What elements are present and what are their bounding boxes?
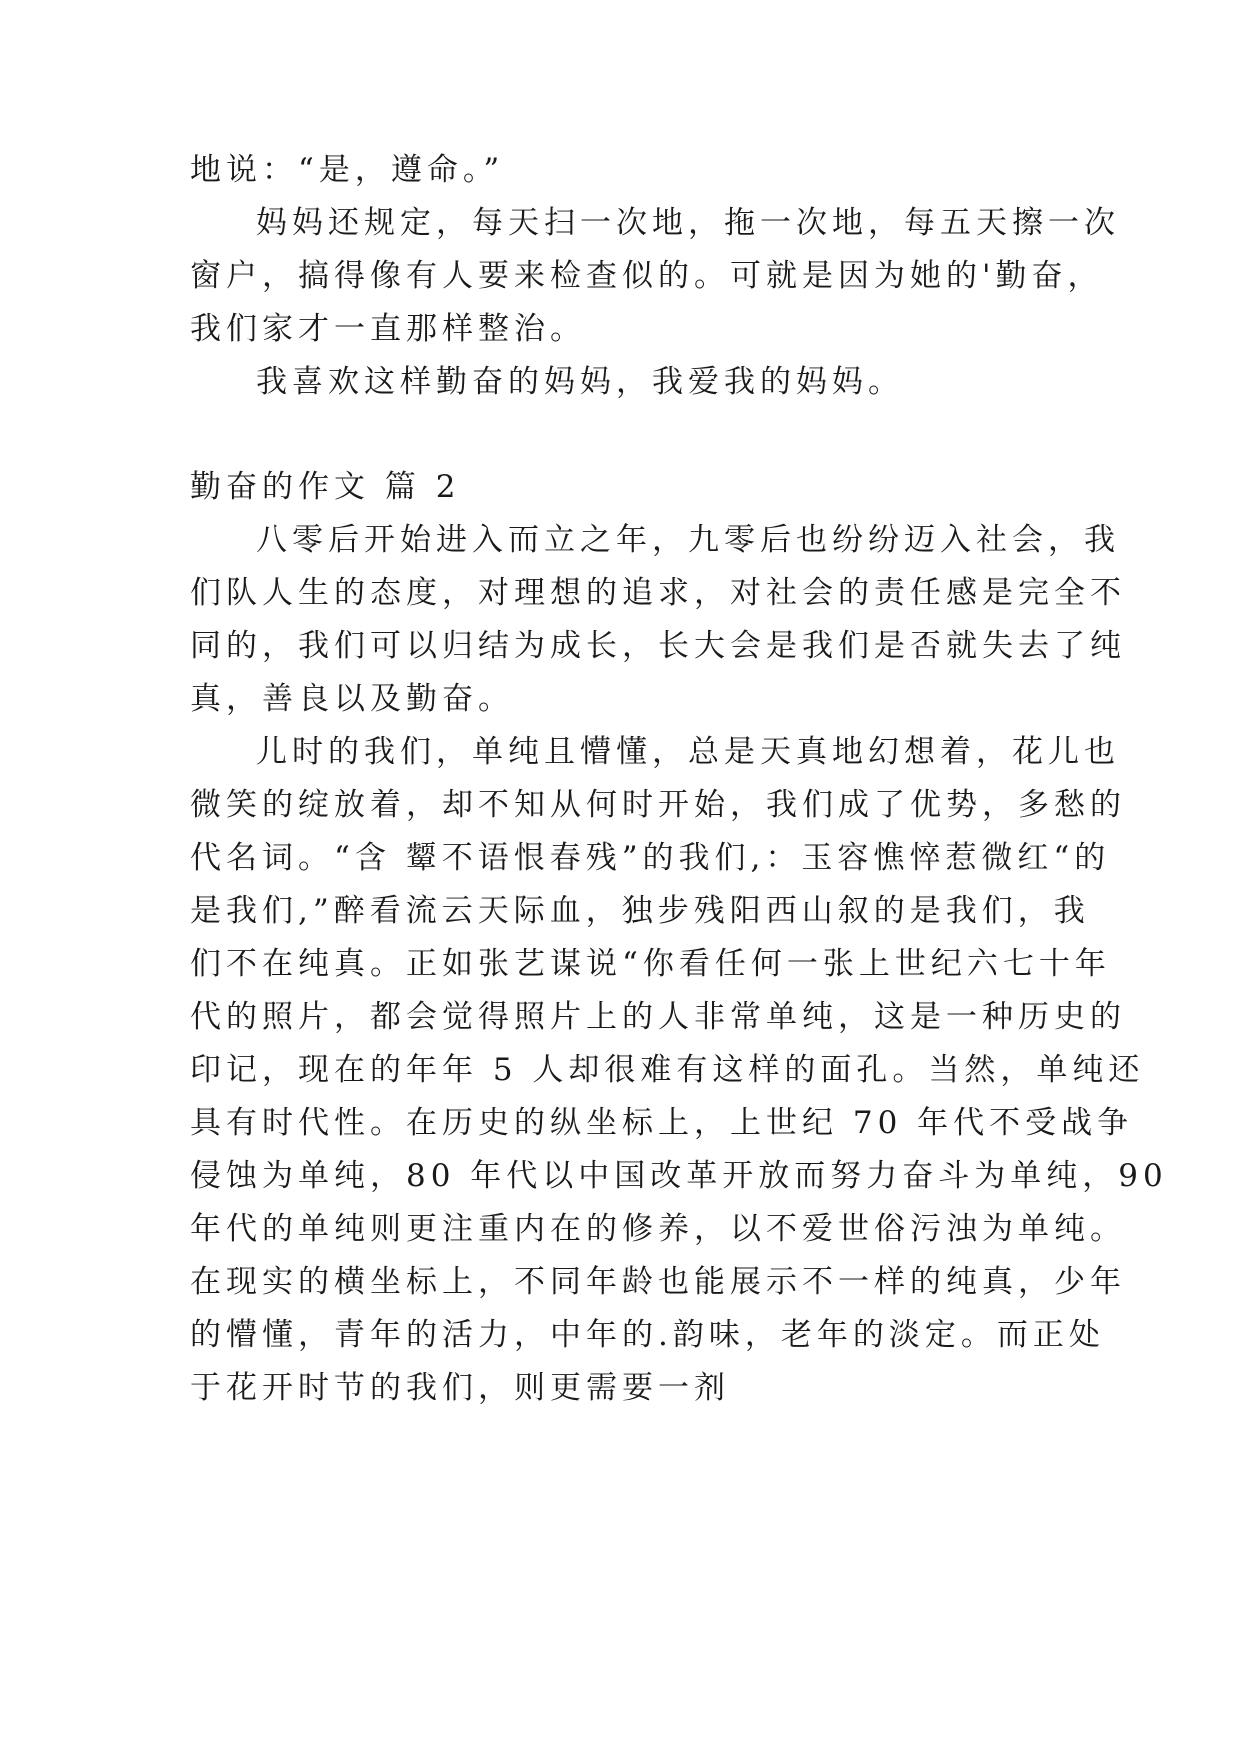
text-line: 于花开时节的我们，则更需要一剂 (190, 1370, 730, 1406)
text-line: 同的，我们可以归结为成长，长大会是我们是否就失去了纯 (190, 628, 1126, 664)
text-line: 代的照片，都会觉得照片上的人非常单纯，这是一种历史的 (190, 999, 1126, 1035)
text-line: 印记，现在的年年 5 人却很难有这样的面孔。当然，单纯还 (190, 1052, 1145, 1088)
text-line: 真，善良以及勤奋。 (190, 681, 514, 717)
text-line: 的懵懂，青年的活力，中年的.韵味，老年的淡定。而正处 (190, 1317, 1105, 1353)
text-line: 是我们,”醉看流云天际血，独步残阳西山叙的是我们，我 (190, 893, 1090, 929)
paragraph-first-line: 儿时的我们，单纯且懵懂，总是天真地幻想着，花儿也 (256, 734, 1120, 770)
section-heading: 勤奋的作文 篇 2 (190, 469, 461, 505)
text-line: 在现实的横坐标上，不同年龄也能展示不一样的纯真，少年 (190, 1264, 1126, 1300)
text-line: 代名词。“含 颦不语恨春残”的我们,：玉容憔悴惹微红“的 (190, 840, 1111, 876)
text-line: 们队人生的态度，对理想的追求，对社会的责任感是完全不 (190, 575, 1126, 611)
text-line: 地说：“是，遵命。” (190, 152, 505, 188)
text-line: 具有时代性。在历史的纵坐标上，上世纪 70 年代不受战争 (190, 1105, 1134, 1141)
paragraph-first-line: 妈妈还规定，每天扫一次地，拖一次地，每五天擦一次 (256, 205, 1120, 241)
text-line: 微笑的绽放着，却不知从何时开始，我们成了优势，多愁的 (190, 787, 1126, 823)
text-line: 侵蚀为单纯，80 年代以中国改革开放而努力奋斗为单纯，90 (190, 1158, 1168, 1194)
text-line: 们不在纯真。正如张艺谋说“你看任何一张上世纪六七十年 (190, 946, 1111, 982)
paragraph-first-line: 八零后开始进入而立之年，九零后也纷纷迈入社会，我 (256, 522, 1120, 558)
text-line: 年代的单纯则更注重内在的修养，以不爱世俗污浊为单纯。 (190, 1211, 1126, 1247)
text-line: 我们家才一直那样整治。 (190, 311, 586, 347)
paragraph-first-line: 我喜欢这样勤奋的妈妈，我爱我的妈妈。 (256, 364, 904, 400)
text-line: 窗户，搞得像有人要来检查似的。可就是因为她的'勤奋， (190, 258, 1104, 294)
